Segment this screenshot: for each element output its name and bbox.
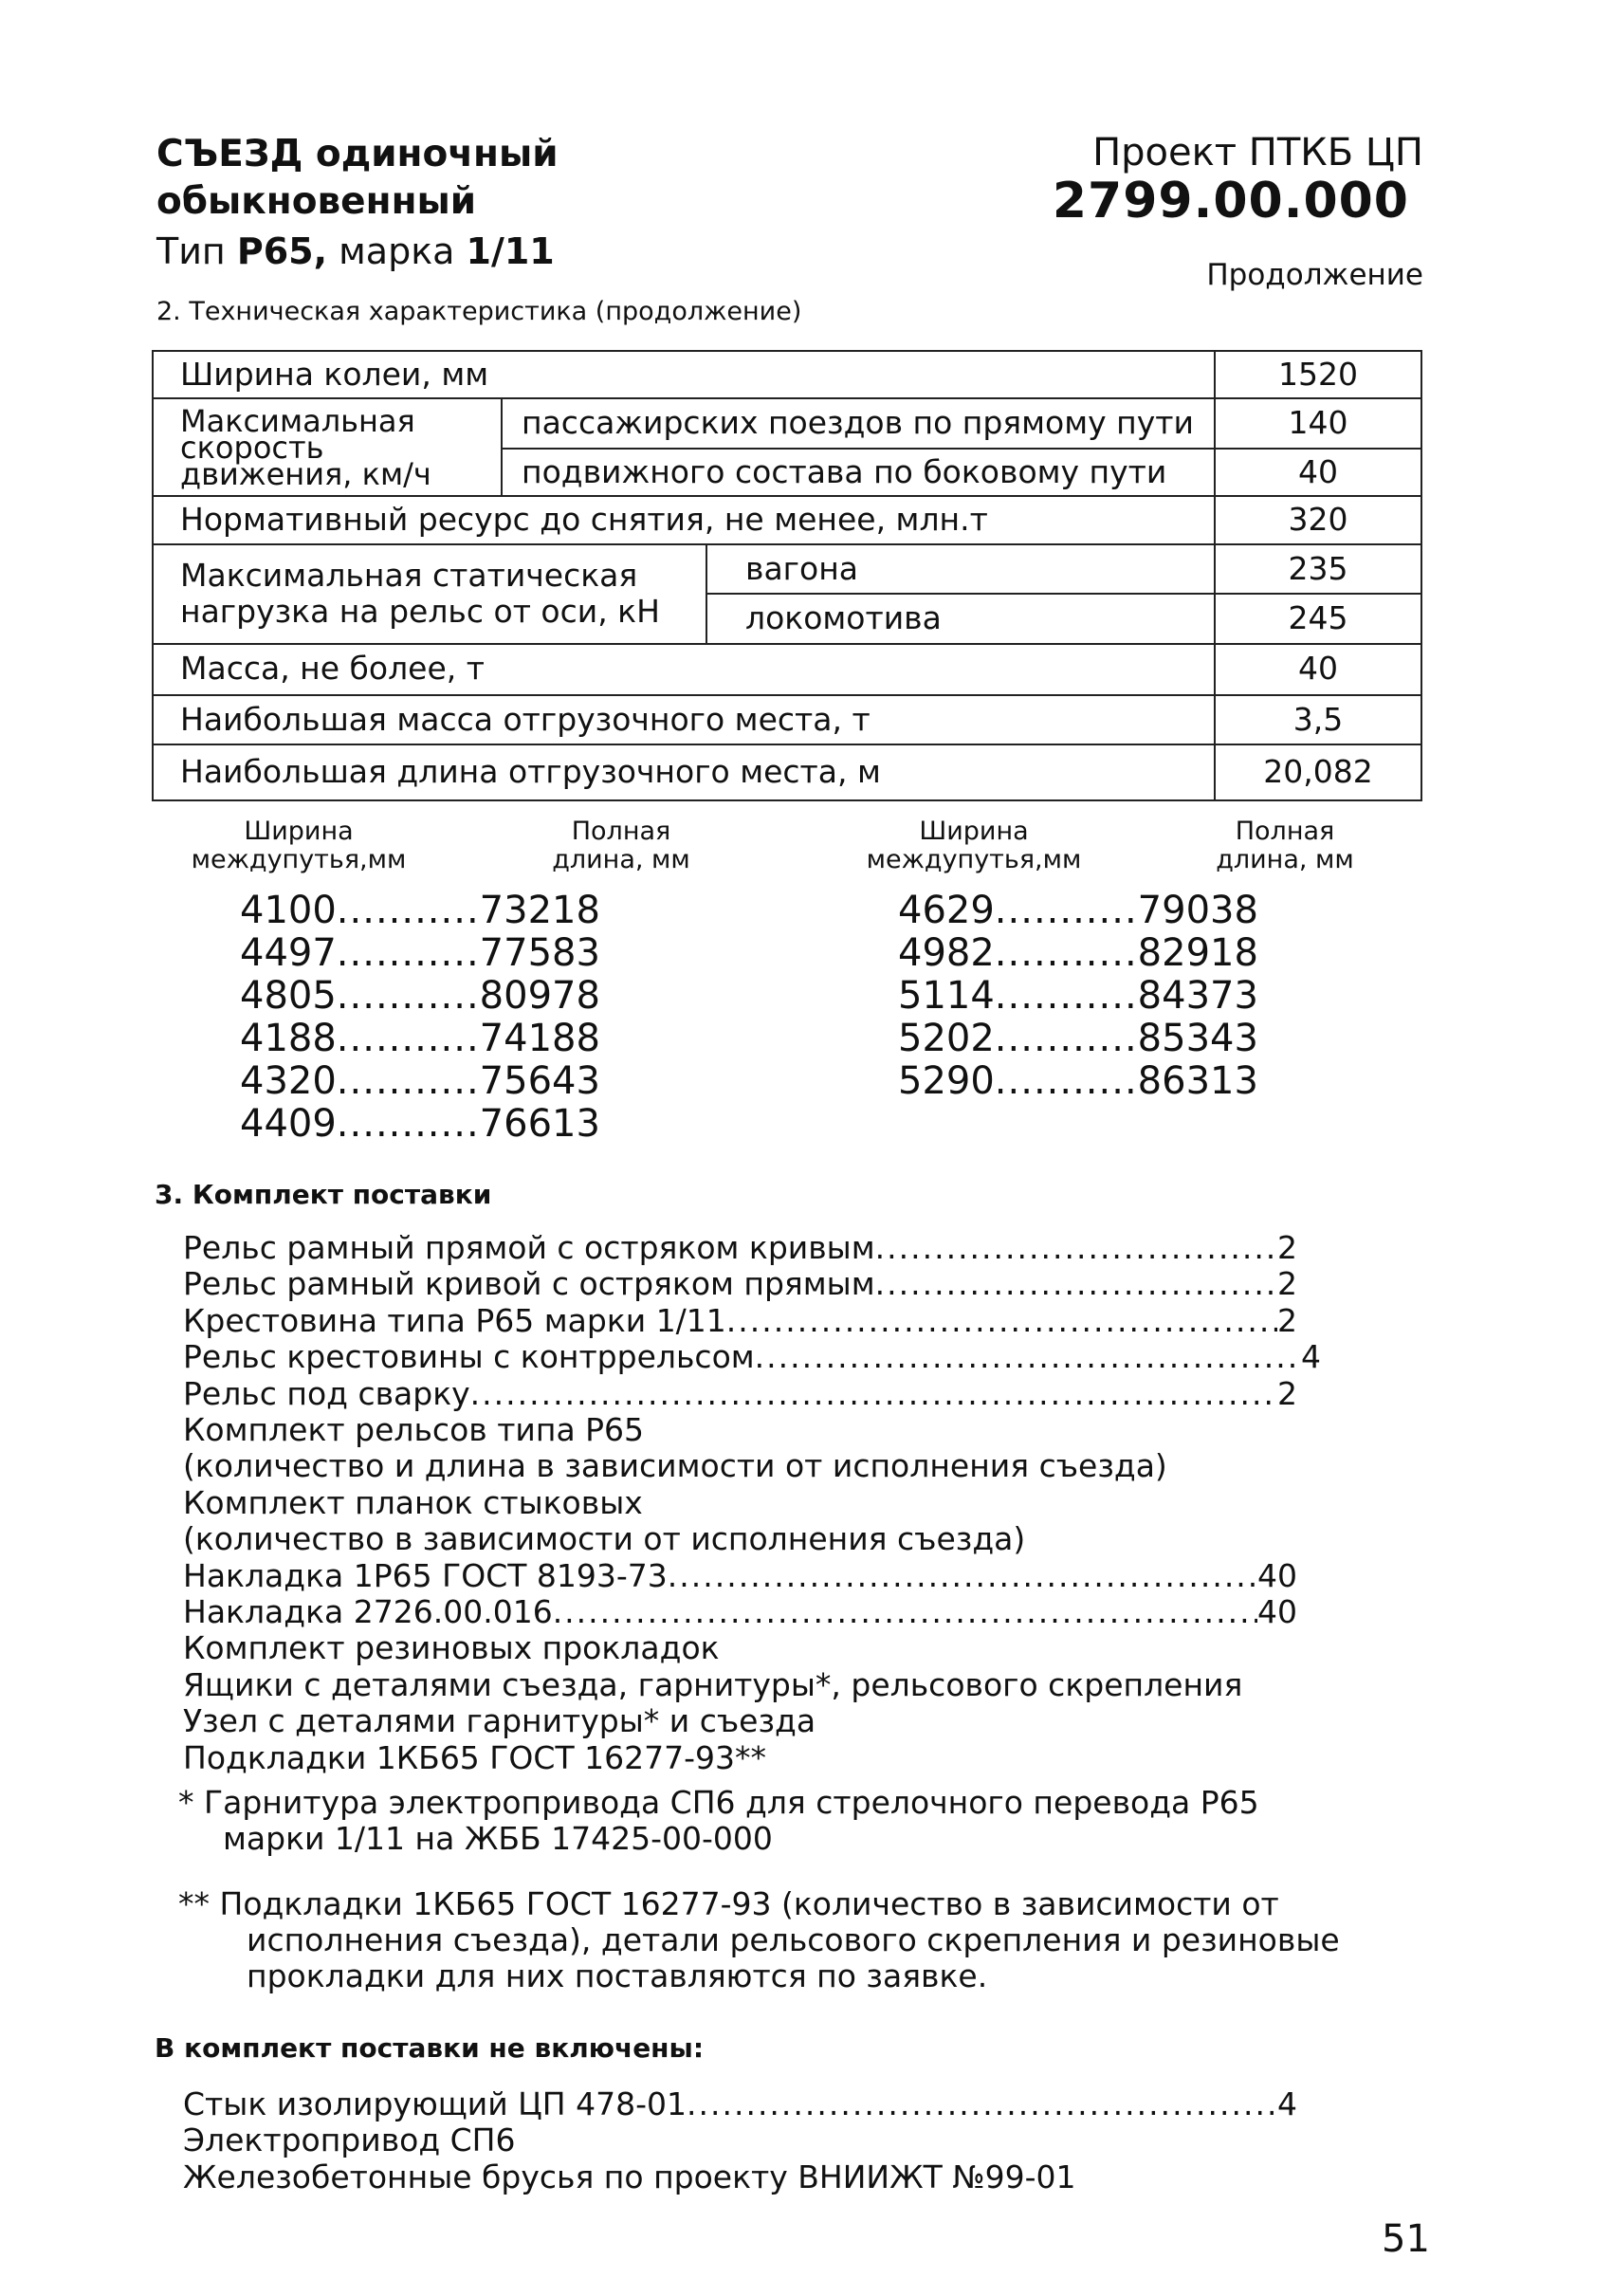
load-row-label: локомотива xyxy=(706,594,1215,643)
project-number: 2799.00.000 xyxy=(1052,173,1409,230)
excluded-title: В комплект поставки не включены: xyxy=(155,2032,705,2064)
load-label: Максимальная статическая нагрузка на рельс от оси, кН xyxy=(153,544,706,644)
list-item: Рельс под сварку ..... 2 xyxy=(183,1376,1297,1412)
list-item: Стык изолирующий ЦП 478-01 ..... 4 xyxy=(183,2086,1297,2122)
continuation-label: Продолжение xyxy=(1206,258,1423,292)
footnote-1: * Гарнитура электропривода СП6 для стрелочного перевода Р65 марки 1/11 на ЖББ 17425-00-000 xyxy=(178,1784,1259,1857)
gap-header-length-left: Полная длина, мм xyxy=(552,817,690,874)
list-item: 5290...........86313 xyxy=(898,1059,1258,1103)
list-item: 5202...........85343 xyxy=(898,1017,1258,1060)
title-bold: СЪЕЗД xyxy=(156,133,303,175)
mark-prefix: марка xyxy=(339,230,455,272)
list-item: Комплект резиновых прокладок xyxy=(183,1629,720,1667)
table-row xyxy=(153,398,1421,448)
load-row-value: 245 xyxy=(1215,594,1421,643)
list-item: 4100...........73218 xyxy=(240,889,600,932)
list-item: Крестовина типа Р65 марки 1/11 ..... 2 xyxy=(183,1303,1297,1339)
table-row xyxy=(153,544,1421,594)
table-row xyxy=(153,496,1421,543)
table-row xyxy=(153,644,1421,695)
project-label: Проект ПТКБ ЦП xyxy=(1092,131,1423,174)
gap-list-left xyxy=(240,890,600,1146)
type-prefix: Тип xyxy=(156,230,226,272)
list-item: Электропривод СП6 xyxy=(183,2122,516,2159)
list-item: Ящики с деталями съезда, гарнитуры*, рельсового скрепления xyxy=(183,1665,1243,1703)
resource-value: 320 xyxy=(1215,496,1421,543)
title-line2: обыкновенный xyxy=(156,180,477,223)
speed-row-label: пассажирских поездов по прямому пути xyxy=(502,398,1215,448)
speed-row-value: 140 xyxy=(1215,398,1421,448)
speed-row-value: 40 xyxy=(1215,449,1421,496)
list-item: 4805...........80978 xyxy=(240,974,600,1018)
delivery-title: 3. Комплект поставки xyxy=(155,1179,492,1210)
list-item: 5114...........84373 xyxy=(898,974,1258,1018)
resource-label: Нормативный ресурс до снятия, не менее, млн.т xyxy=(153,496,1215,543)
mass-label: Масса, не более, т xyxy=(153,644,1215,695)
gap-header-width-left: Ширина междупутья,мм xyxy=(191,817,407,874)
list-item: Рельс крестовины с контррельсом ..... 4 xyxy=(183,1339,1321,1375)
page-number: 51 xyxy=(1382,2217,1430,2261)
list-item: (количество и длина в зависимости от исполнения съезда) xyxy=(183,1447,1167,1485)
ship-len-value: 20,082 xyxy=(1215,744,1421,800)
mass-value: 40 xyxy=(1215,644,1421,695)
gauge-value: 1520 xyxy=(1215,351,1421,398)
section-subheading: 2. Техническая характеристика (продолжение) xyxy=(156,297,802,326)
list-item: Рельс рамный кривой с остряком прямым ..... 2 xyxy=(183,1266,1297,1302)
ship-mass-label: Наибольшая масса отгрузочного места, т xyxy=(153,695,1215,744)
title-rest: одиночный xyxy=(315,133,559,175)
list-item: 4320...........75643 xyxy=(240,1059,600,1103)
list-item: Накладка 2726.00.016 ..... 40 xyxy=(183,1594,1297,1630)
list-item: Узел с деталями гарнитуры* и съезда xyxy=(183,1702,816,1740)
list-item: Рельс рамный прямой с остряком кривым ..... 2 xyxy=(183,1230,1297,1266)
speed-label: Максимальная скорость движения, км/ч xyxy=(153,398,502,496)
list-item: 4188...........74188 xyxy=(240,1017,600,1060)
gap-header-width-right: Ширина междупутья,мм xyxy=(866,817,1082,874)
type-value: Р65, xyxy=(236,230,328,272)
mark-value: 1/11 xyxy=(466,230,555,272)
spec-table xyxy=(152,350,1422,801)
ship-mass-value: 3,5 xyxy=(1215,695,1421,744)
list-item: Комплект рельсов типа Р65 xyxy=(183,1411,645,1449)
load-row-value: 235 xyxy=(1215,544,1421,594)
speed-row-label: подвижного состава по боковому пути xyxy=(502,449,1215,496)
gap-header-length-right: Полная длина, мм xyxy=(1216,817,1354,874)
list-item: 4497...........77583 xyxy=(240,931,600,975)
table-row xyxy=(153,744,1421,800)
load-row-label: вагона xyxy=(706,544,1215,594)
list-item: Железобетонные брусья по проекту ВНИИЖТ №99-01 xyxy=(183,2158,1076,2195)
list-item: Комплект планок стыковых xyxy=(183,1483,643,1521)
ship-len-label: Наибольшая длина отгрузочного места, м xyxy=(153,744,1215,800)
table-row xyxy=(153,695,1421,744)
list-item: Накладка 1Р65 ГОСТ 8193-73 ..... 40 xyxy=(183,1558,1297,1594)
table-row xyxy=(153,351,1421,398)
gap-list-right xyxy=(898,890,1258,1103)
gauge-label: Ширина колеи, мм xyxy=(153,351,1215,398)
list-item: 4982...........82918 xyxy=(898,931,1258,975)
footnote-2: ** Подкладки 1КБ65 ГОСТ 16277-93 (количество в зависимости от исполнения съезда), детали рельсового скрепления и резиновые прокладки для них поставляются по заявке. xyxy=(178,1885,1340,1994)
list-item: 4409...........76613 xyxy=(240,1102,600,1146)
list-item: Подкладки 1КБ65 ГОСТ 16277-93** xyxy=(183,1738,766,1776)
document-title xyxy=(156,131,559,178)
type-mark-line xyxy=(156,228,555,275)
delivery-list xyxy=(183,1229,1321,1776)
excluded-list xyxy=(183,2086,1297,2195)
list-item: (количество в зависимости от исполнения съезда) xyxy=(183,1520,1026,1558)
list-item: 4629...........79038 xyxy=(898,889,1258,932)
